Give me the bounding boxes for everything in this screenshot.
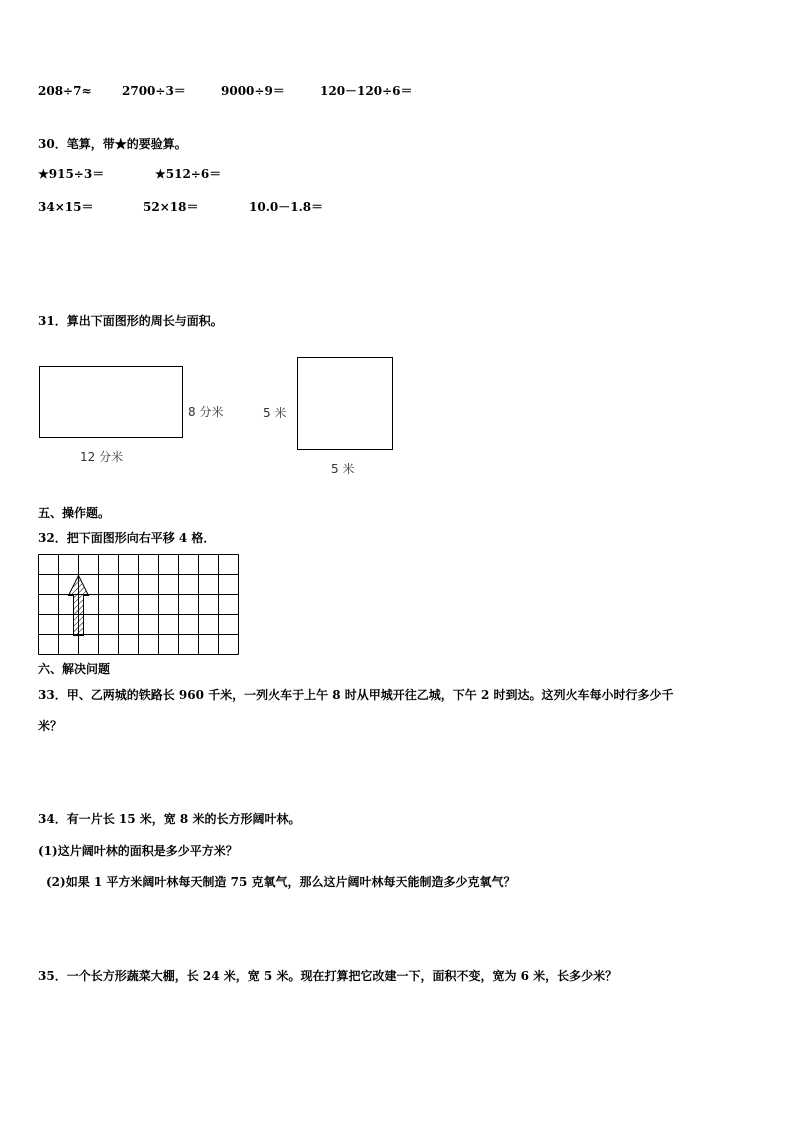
calc-item: 120－120÷6＝	[320, 84, 413, 98]
question-31-title: 31．算出下面图形的周长与面积。	[38, 314, 223, 328]
question-34-sub2: (2)如果 1 平方米阔叶林每天制造 75 克氧气，那么这片阔叶林每天能制造多少克氧气？	[46, 875, 516, 889]
calc-item: 52×18＝	[143, 200, 199, 214]
question-33-line2: 米？	[38, 719, 63, 733]
rect-width-label: 12 分米	[80, 450, 124, 464]
rectangle-figure	[39, 366, 183, 438]
calc-item: 208÷7≈	[38, 84, 92, 98]
grid-with-arrow	[38, 554, 243, 658]
question-30-title: 30．笔算，带★的要验算。	[38, 137, 187, 151]
calc-item: 10.0－1.8＝	[249, 200, 324, 214]
question-32-title: 32．把下面图形向右平移 4 格．	[38, 531, 216, 545]
section-6-heading: 六、解决问题	[38, 662, 111, 676]
arrow-shape	[69, 576, 89, 636]
question-33-line1: 33．甲、乙两城的铁路长 960 千米，一列火车于上午 8 时从甲城开往乙城，下午 2 时到达。这列火车每小时行多少千	[38, 688, 674, 702]
calc-item: ★512÷6＝	[155, 167, 222, 181]
section-5-heading: 五、操作题。	[38, 506, 111, 520]
rect-height-label: 8 分米	[188, 405, 224, 419]
square-bottom-label: 5 米	[331, 462, 355, 476]
question-34-title: 34．有一片长 15 米，宽 8 米的长方形阔叶林。	[38, 812, 301, 826]
calc-item: 2700÷3＝	[122, 84, 186, 98]
calc-item: ★915÷3＝	[38, 167, 105, 181]
square-side-label: 5 米	[263, 406, 287, 420]
question-35-title: 35．一个长方形蔬菜大棚，长 24 米，宽 5 米。现在打算把它改建一下，面积不变，宽为 6 米，长多少米？	[38, 969, 618, 983]
question-34-sub1: (1)这片阔叶林的面积是多少平方米？	[38, 844, 238, 858]
calc-item: 34×15＝	[38, 200, 94, 214]
square-figure	[297, 357, 393, 450]
calc-item: 9000÷9＝	[221, 84, 285, 98]
